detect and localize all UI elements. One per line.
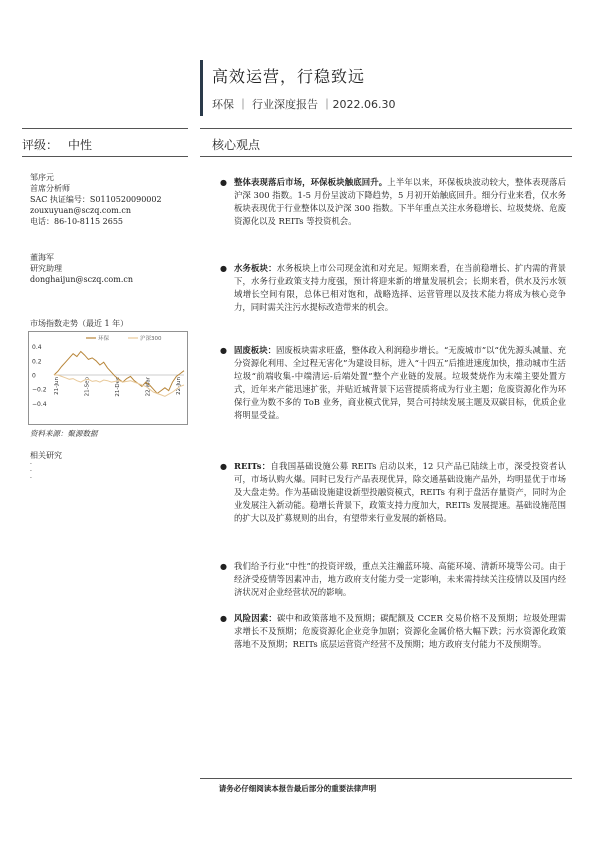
x-tick-label: 22-Jun [176, 377, 182, 395]
para-lead: REITs： [234, 461, 271, 471]
related-bullet: · [30, 475, 32, 482]
rating-label: 评级： [22, 138, 59, 152]
legend-label: 环保 [98, 336, 110, 342]
core-point-6 [220, 612, 566, 651]
para-text: 上半年以来，环保板块波动较大，整体表现落后沪深 300 指数。1-5 月份呈波动下降趋势，5 月初开始触底回升。细分行业来看，仅水务板块表现优于行业整体以及沪深 300 指数。下半年重点关注水务稳增长、垃圾焚烧、危废资源化以及 REITs 等投资机会。 [234, 177, 566, 226]
rating-value: 中性 [68, 138, 93, 152]
analyst-email[interactable]: zouxuyuan@sczq.com.cn [30, 206, 131, 215]
para-lead: 整体表现落后市场，环保板块触底回升。 [234, 177, 388, 187]
x-tick-label: 21-Dec [115, 377, 121, 397]
analyst-phone: 电话：86-10-8115 2655 [30, 217, 124, 226]
x-tick-label: 21-Jun [54, 377, 60, 395]
y-tick-label: 0 [32, 372, 36, 380]
chart-source: 资料来源：聚源数据 [30, 429, 98, 438]
para-text: 水务板块上市公司现金流和对充足。短期来看，在当前稳增长、扩内需的背景下，水务行业政策支持力度强，预计将迎来新的增量发展机会；长期来看，供水及污水领域增长空间有限，总体已相对饱和，战略选择、运营管理以及技术能力将成为核心竞争力，同时需关注污水提标改造带来的机会。 [234, 263, 567, 312]
analyst-role: 研究助理 [30, 264, 62, 273]
legal-notice: 请务必仔细阅读本报告最后部分的重要法律声明 [218, 784, 377, 793]
core-point-5 [220, 560, 566, 599]
core-point-2 [220, 262, 567, 314]
left-mid-rule [22, 156, 188, 157]
chart-title: 市场指数走势（最近 1 年） [30, 319, 129, 328]
y-tick-label: 0.4 [32, 344, 42, 352]
analyst-block-2 [30, 252, 133, 285]
bullet-icon: ● [220, 462, 227, 471]
footer-rule [200, 778, 572, 779]
core-point-4 [220, 460, 566, 525]
report-subtitle: 环保 ｜ 行业深度报告 ｜2022.06.30 [212, 98, 396, 111]
para-lead: 固废板块： [234, 345, 276, 355]
core-point-1 [220, 176, 566, 228]
x-tick-label: 21-Sep [84, 377, 91, 397]
bullet-icon: ● [220, 562, 227, 571]
para-lead: 水务板块： [234, 263, 277, 273]
bullet-icon: ● [220, 614, 227, 623]
para-text: 固废板块需求旺盛，整体政入利润稳步增长。“无废城市”以“优先源头减量、充分资源化利用、全过程无害化”为建设目标，进入“十四五”后推进速度加快，推动城市生活垃圾“前端收集-中端清运-后端处置”整个产业链的发展。垃圾焚烧作为末端主要处置方式，近年来产能迅速扩张，并贴近城背景下运营提质将成为行业主题；危废资源化作为环保行业为数不多的 ToB 业务，商业模式优异，契合可持续发展主题及双碳目标，优质企业将明显受益。 [234, 345, 567, 420]
bullet-icon: ● [220, 264, 227, 273]
market-index-chart [28, 331, 188, 425]
x-tick-label: 22-Mar [145, 377, 152, 397]
related-bullet: · [30, 461, 32, 468]
analyst-cert: SAC 执证编号：S0110520090002 [30, 195, 162, 204]
analyst-block-1 [30, 172, 162, 227]
y-tick-label: −0.2 [32, 386, 47, 394]
right-mid-rule [200, 156, 572, 157]
analyst-name: 董海军 [30, 253, 54, 262]
analyst-role: 首席分析师 [30, 184, 70, 193]
y-tick-label: −0.4 [32, 400, 47, 408]
core-point-3 [220, 344, 567, 422]
y-tick-label: 0.2 [32, 358, 42, 366]
title-accent-bar [200, 60, 203, 116]
para-lead: 风险因素： [234, 613, 278, 623]
chart-frame [29, 332, 188, 425]
bullet-icon: ● [220, 346, 227, 355]
related-research [30, 450, 62, 482]
related-title: 相关研究 [30, 451, 62, 460]
analyst-name: 邹序元 [30, 173, 54, 182]
right-top-rule [200, 128, 572, 129]
section-title: 核心观点 [212, 138, 261, 152]
related-bullet: · [30, 468, 32, 475]
para-text: 碳中和政策落地不及预期；碳配额及 CCER 交易价格不及预期；垃圾处理需求增长不及预期；危废资源化企业竞争加剧；资源化金属价格大幅下跌；污水资源化政策落地不及预期；REITs 底层运营资产经营不及预期；地方政府支付能力不及预期等。 [234, 613, 566, 649]
analyst-email[interactable]: donghaijun@sczq.com.cn [30, 275, 133, 284]
para-text: 我们给予行业“中性”的投资评级，重点关注瀚蓝环境、高能环境、清新环境等公司。由于经济受疫情等因素冲击，地方政府支付能力受一定影响，未来需持续关注疫情以及国内经济状况对企业经营状况的影响。 [234, 561, 566, 597]
rating [22, 136, 92, 153]
left-top-rule [22, 128, 188, 129]
para-text: 自我国基础设施公募 REITs 启动以来，12 只产品已陆续上市，深受投资者认可，市场认购火爆。同时已发行产品表现优异，除交通基础设施产品外，均明显优于市场及大盘走势。作为基础设施建设新型投融资模式，REITs 有利于盘活存量资产，同时为企业发展注入新动能。稳增长背景下，政策支持力度加大，REITs 发展提速。基础设施范围的扩大以及扩募规则的出台，有望带来行业发展的新格局。 [234, 461, 566, 523]
report-title: 高效运营，行稳致远 [212, 67, 366, 86]
legend-label: 沪深300 [140, 336, 162, 342]
bullet-icon: ● [220, 178, 227, 187]
